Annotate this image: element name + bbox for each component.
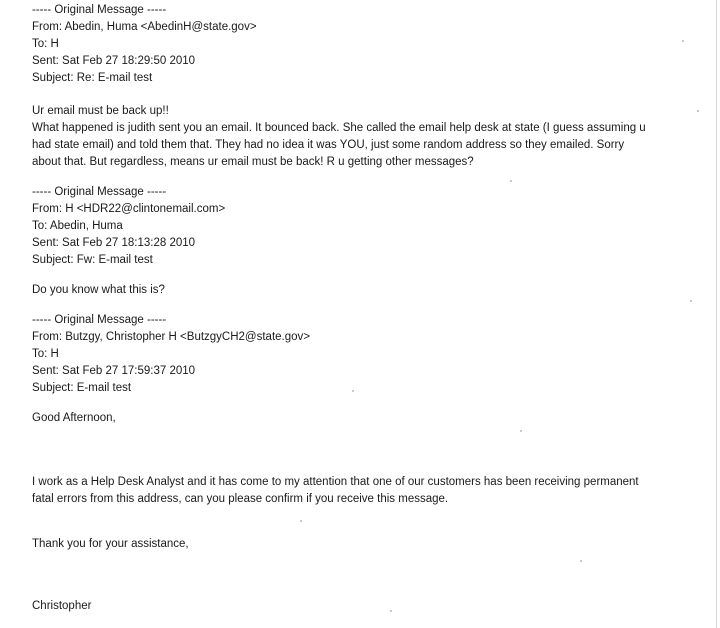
message2-from: From: H <HDR22@clintonemail.com>	[32, 203, 226, 215]
message1-to: To: H	[32, 38, 59, 50]
message3-greeting: Good Afternoon,	[32, 412, 116, 424]
scan-speck	[520, 430, 522, 432]
message3-from: From: Butzgy, Christopher H <ButzgyCH2@state.gov>	[32, 331, 310, 343]
message3-closing: Thank you for your assistance,	[32, 538, 189, 550]
scan-speck	[682, 40, 684, 42]
scan-speck	[352, 390, 354, 392]
message2-separator: ----- Original Message -----	[32, 186, 167, 198]
message2-subject: Subject: Fw: E-mail test	[32, 254, 153, 266]
message1-body-line: about that. But regardless, means ur email must be back! R u getting other messages?	[32, 156, 474, 168]
message2-body-line: Do you know what this is?	[32, 284, 165, 296]
message2-to: To: Abedin, Huma	[32, 220, 123, 232]
scan-speck	[697, 110, 699, 112]
message1-sent: Sent: Sat Feb 27 18:29:50 2010	[32, 55, 196, 67]
scan-speck	[580, 560, 582, 562]
scan-edge	[716, 0, 717, 628]
message1-body-line: had state email) and told them that. They had no idea it was YOU, just some random address so they emailed. Sorry	[32, 139, 625, 151]
message3-sent: Sent: Sat Feb 27 17:59:37 2010	[32, 365, 196, 377]
message3-separator: ----- Original Message -----	[32, 314, 167, 326]
scan-speck	[690, 300, 692, 302]
message3-body-line: I work as a Help Desk Analyst and it has come to my attention that one of our customers has been receiving permanent	[32, 476, 639, 488]
message3-to: To: H	[32, 348, 59, 360]
message1-from: From: Abedin, Huma <AbedinH@state.gov>	[32, 21, 257, 33]
message1-body-line: What happened is judith sent you an email. It bounced back. She called the email help desk at state (I guess assuming u	[32, 122, 646, 134]
message1-body-line: Ur email must be back up!!	[32, 105, 169, 117]
message3-body-line: fatal errors from this address, can you please confirm if you receive this message.	[32, 493, 449, 505]
message3-signature: Christopher	[32, 600, 92, 612]
scan-speck	[300, 520, 302, 522]
message1-subject: Subject: Re: E-mail test	[32, 72, 153, 84]
message2-sent: Sent: Sat Feb 27 18:13:28 2010	[32, 237, 196, 249]
scan-speck	[390, 610, 392, 612]
scan-speck	[510, 180, 512, 182]
message1-separator: ----- Original Message -----	[32, 4, 167, 16]
message3-subject: Subject: E-mail test	[32, 382, 132, 394]
